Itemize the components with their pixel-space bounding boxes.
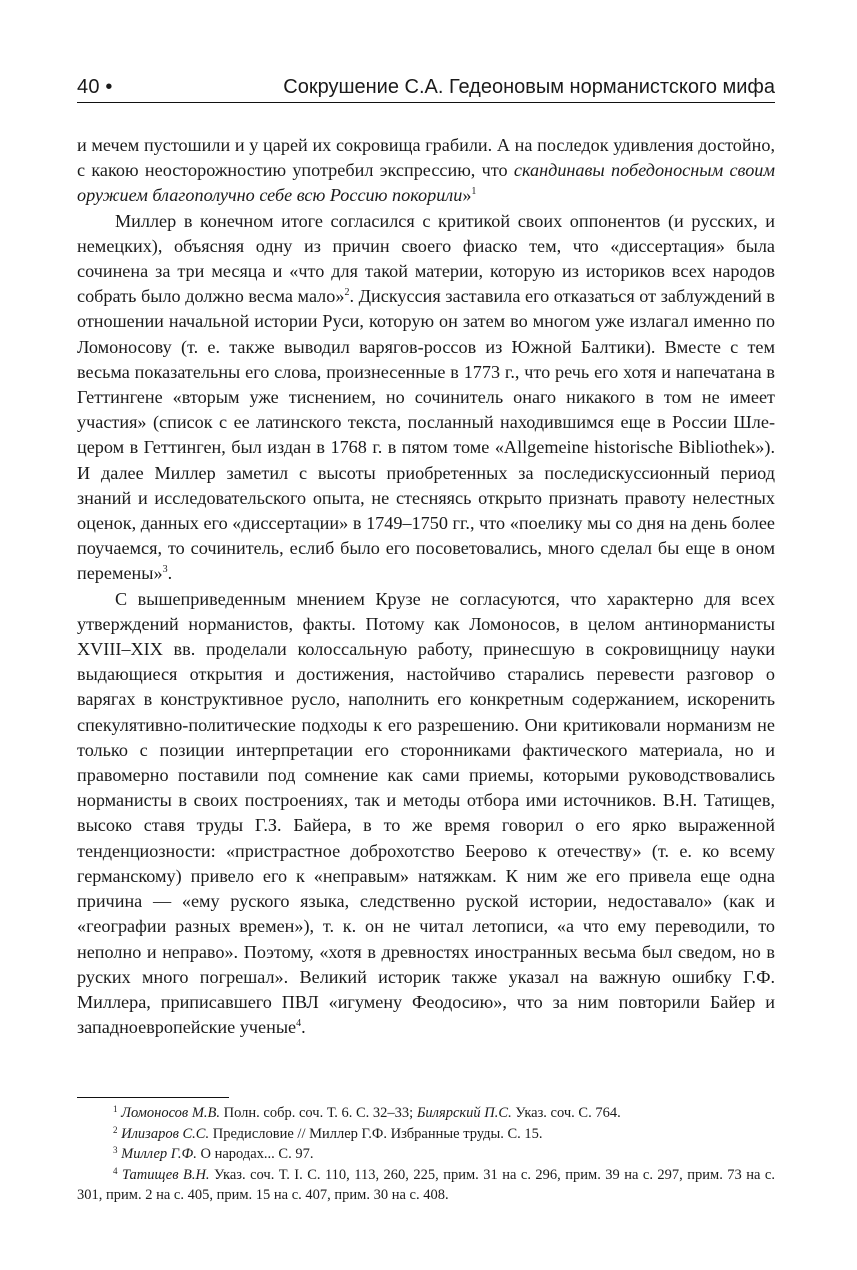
footnote-author: Ломоносов М.В. xyxy=(121,1105,221,1121)
paragraph-3 xyxy=(77,587,775,1041)
footnotes xyxy=(77,1103,775,1206)
main-text xyxy=(77,133,775,1040)
paragraph-3-text-a: С вышеприведенным мнением Крузе не согласуются, что характерно для всех утверждений норманистов, факты. Потому как Ломоносов, в целом антинорманисты XVIII–XIX вв. проделали колоссальную работу, принесшую в сокровищницу науки выдающиеся открытия и достижения, настойчиво старались перевести разговор о варягах в конструктивное русло, наполнить его конкретным содержанием, искоренить спекулятивно-политические подходы к его разрешению. Они критиковали норманизм не только с позиции интерпретации его сторонниками фактического материала, но и правомерно поставили под сомнение как сами приемы, которыми руководствовались норманисты в своих построениях, так и методы отбора ими источников. В.Н. Татищев, высоко ставя труды Г.З. Байера, в то же время говорил о его ярко выраженной тенденциозности: «пристрастное доброхотство Беерово к отечеству» (т. е. ко всему германскому) привело его к «неправым» натяжкам. К ним же его привела еще одна причина — «ему руского языка, следственно руской истории, недоставало» (как и «географии разных времен»), т. к. он не читал летописи, «а что ему переводили, то неполно и неправо». Поэтому, «хотя в древностях иностранных весьма был сведом, но в руских много погрешал». Великий историк также указал на важную ошибку Г.Ф. Миллера, приписавшего ПВЛ «игумену Феодосию», что за ним повторили Байер и западноевропейские ученые xyxy=(77,588,775,1038)
running-header xyxy=(77,72,775,103)
footnote-4 xyxy=(77,1165,775,1206)
paragraph-2 xyxy=(77,209,775,587)
footnote-text: Предисловие // Миллер Г.Ф. Избранные труды. С. 15. xyxy=(209,1125,543,1142)
footnote-ref-4[interactable]: 4 xyxy=(296,1018,302,1030)
footnote-author: Татищев В.Н. xyxy=(121,1166,210,1183)
running-title: Сокрушение С.А. Гедеоновым норманистского мифа xyxy=(283,76,775,98)
footnote-1 xyxy=(77,1103,775,1124)
paragraph-2-text-c: . xyxy=(167,563,173,584)
footnote-author-2: Билярский П.С. xyxy=(416,1105,512,1121)
paragraph-3-text-b: . xyxy=(301,1017,306,1038)
footnote-ref-1[interactable]: 1 xyxy=(471,186,477,198)
paragraph-2-text-a: Миллер в конечном итоге согласился с критикой своих оппонентов (и русских, и немецких), объясняя одну из причин своего фиаско тем, что «диссертация» была сочинена за три месяца и «что для такой материи, которую из историков всех народов собрать было должно весма мало» xyxy=(77,210,775,307)
footnote-author: Миллер Г.Ф. xyxy=(121,1146,197,1162)
footnote-2 xyxy=(77,1124,775,1145)
footnote-3 xyxy=(77,1144,775,1165)
footnote-ref-2[interactable]: 2 xyxy=(344,287,350,299)
paragraph-1-tail: » xyxy=(462,185,472,206)
paragraph-1-quote: скандинавы победоносным своим оружием благополучно себе всю Россию покорили xyxy=(77,160,775,206)
paragraph-1-text: и мечем пустошили и у царей их сокровища грабили. А на последок удивления достойно, с какою неосторожностию употребил экспрессию, что xyxy=(77,135,775,181)
page-number: 40 • xyxy=(77,76,113,98)
footnote-author: Илизаров С.С. xyxy=(121,1125,210,1142)
footnote-text-2: Указ. соч. С. 764. xyxy=(511,1105,621,1121)
footnote-number: 2 xyxy=(113,1124,118,1135)
footnote-ref-3[interactable]: 3 xyxy=(162,564,168,576)
footnote-number: 1 xyxy=(113,1104,118,1114)
footnote-text: Полн. собр. соч. Т. 6. С. 32–33; xyxy=(220,1105,417,1121)
footnote-text: О народах... С. 97. xyxy=(196,1146,314,1162)
footnote-number: 3 xyxy=(113,1145,118,1155)
footnote-text: Указ. соч. Т. I. С. 110, 113, 260, 225, прим. 31 на с. 296, прим. 39 на с. 297, прим. 73 на с. 301, прим. 2 на с. 405, прим. 15 на с. 407, прим. 30 на с. 408. xyxy=(77,1166,775,1203)
footnote-divider xyxy=(77,1097,229,1098)
paragraph-1 xyxy=(77,133,775,209)
footnote-number: 4 xyxy=(113,1165,118,1176)
paragraph-2-text-b: . Дискуссия заставила его отказаться от заблуждений в отношении начальной истории Руси, которую он затем во многом уже излагал именно по Ломоносову (т. е. также выводил варягов-россов из Южной Балтики). Вместе с тем весьма показательны его слова, произнесенные в 1773 г., что речь его хотя и напечатана в Геттингене «вторым уже тиснением, но сочинитель онаго никакого в том не имеет участия» (список с ее латинского текста, посланный находившимся еще в России Шлецером в Геттинген, был издан в 1768 г. в пятом томе «Allgemeine historische Bibliothek»). И далее Миллер заметил с высоты приобретенных за последискуссионный период знаний и исследовательского опыта, не стесняясь открыто признать правоту нелестных оценок, данных его «диссертации» в 1749–1750 гг., что «поелику мы со дня на день более поучаемся, то сочинитель, еслиб было его посоветовались, много сделал бы еще в оном перемены» xyxy=(77,286,775,584)
